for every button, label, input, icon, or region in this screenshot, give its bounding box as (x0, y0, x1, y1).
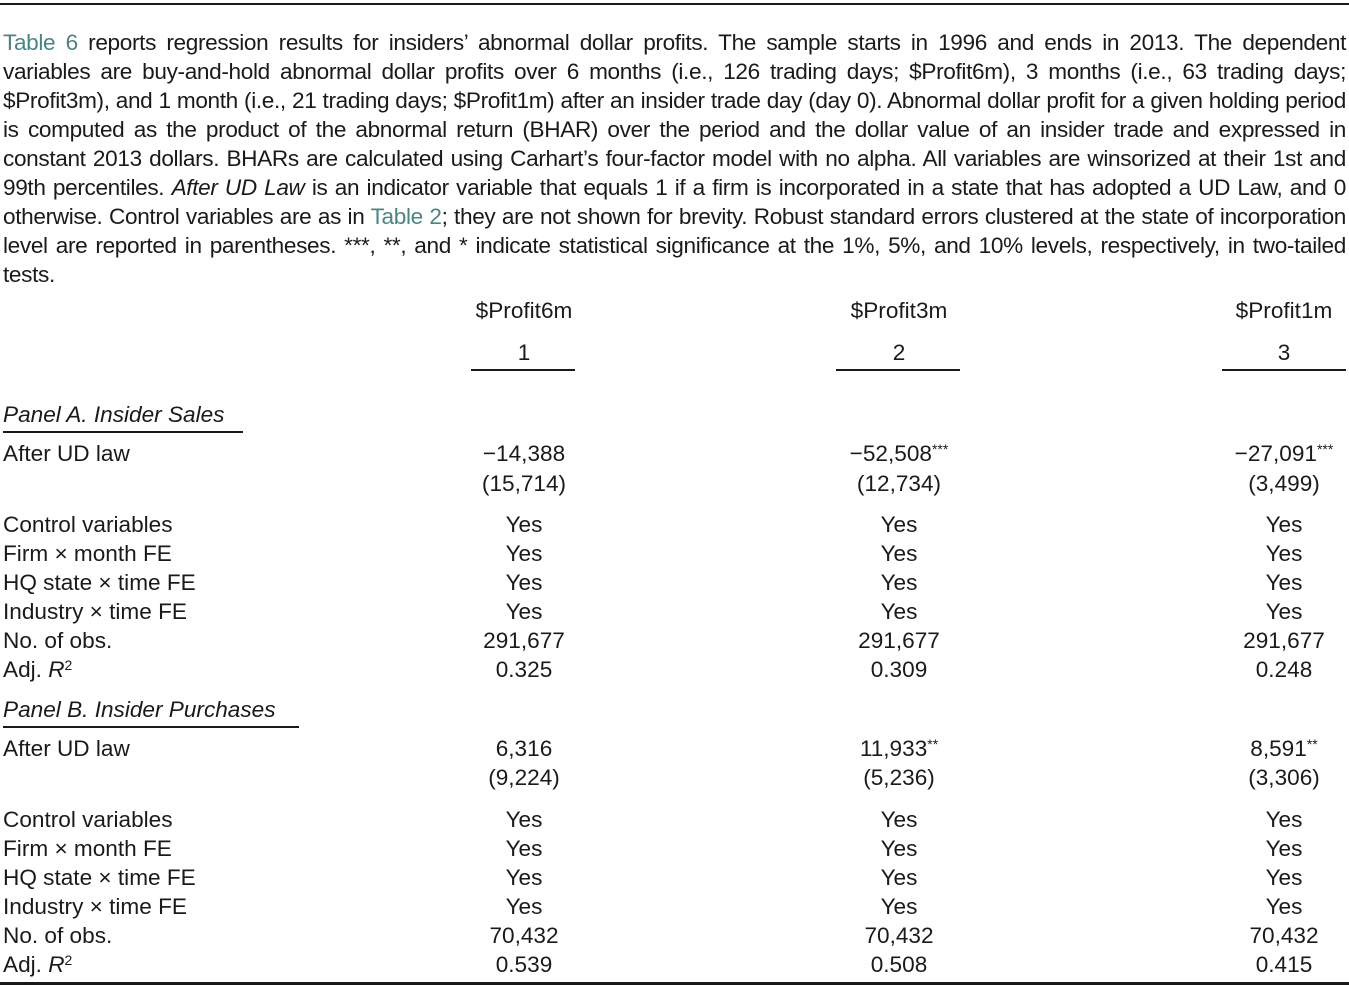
table-row (0, 836, 1349, 865)
coef-cell (422, 441, 626, 467)
row-label: After UD law (3, 736, 130, 761)
column-number-1: 1 (517, 340, 531, 365)
table-row-panel-a-se (0, 471, 1349, 500)
cell-value: 0.309 (870, 657, 928, 682)
cell-value: Yes (505, 807, 543, 832)
row-label: Firm × month FE (3, 836, 172, 861)
row-label: HQ state × time FE (3, 865, 196, 890)
column-header-profit1m: $Profit1m (1235, 298, 1333, 323)
coef-value: 11,933 (859, 736, 928, 761)
cell-value: Yes (880, 865, 918, 890)
cell-value: 291,677 (858, 628, 940, 653)
cell-value: Yes (505, 541, 543, 566)
table-row-panel-b-coef (0, 736, 1349, 765)
cell-value: Yes (505, 599, 543, 624)
table-row (0, 599, 1349, 628)
se-value: (12,734) (856, 471, 942, 496)
row-label: Adj. $R^2$ (3, 657, 73, 682)
cell-value: 291,677 (1243, 628, 1325, 653)
cell-value: Yes (1265, 865, 1303, 890)
coef-value: −52,508 (849, 441, 932, 466)
se-value: (9,224) (488, 765, 560, 790)
caption-italic-term: After UD Law (171, 175, 305, 200)
se-value: (3,499) (1248, 471, 1320, 496)
cell-value: Yes (880, 599, 918, 624)
table-row (0, 894, 1349, 923)
cell-value: Yes (1265, 836, 1303, 861)
significance-stars: ** (1306, 736, 1318, 752)
row-label: Control variables (3, 512, 173, 537)
cell-value: Yes (880, 807, 918, 832)
table-row-panel-a-coef (0, 441, 1349, 470)
cell-value: 70,432 (864, 923, 934, 948)
table-row (0, 628, 1349, 657)
cell-value: 70,432 (1249, 923, 1319, 948)
cell-value: Yes (505, 512, 543, 537)
cell-value: 0.415 (1255, 952, 1313, 977)
row-label: Adj. $R^2$ (3, 952, 73, 977)
cell-value: Yes (880, 512, 918, 537)
table-6-link[interactable]: Table 6 (3, 30, 78, 55)
row-label: Control variables (3, 807, 173, 832)
coef-value: 6,316 (495, 736, 553, 761)
coef-cell (422, 736, 626, 762)
table-caption (3, 28, 1346, 289)
se-value: (15,714) (481, 471, 567, 496)
column-rule-3 (1222, 369, 1346, 371)
cell-value: Yes (505, 865, 543, 890)
cell-value: 291,677 (483, 628, 565, 653)
panel-a-rule (3, 431, 243, 433)
row-label: No. of obs. (3, 628, 113, 653)
table-row-adj-r2 (0, 657, 1349, 686)
coef-cell (797, 736, 1001, 762)
coef-value: 8,591 (1250, 736, 1307, 761)
cell-value: Yes (880, 570, 918, 595)
row-label: No. of obs. (3, 923, 113, 948)
table-top-rule (0, 3, 1349, 5)
cell-value: Yes (505, 570, 543, 595)
table-row (0, 865, 1349, 894)
column-rule-1 (471, 369, 575, 371)
caption-text-2: is an indicator variable that equals 1 if a firm is incorporated in a state that has adopted a UD Law, and 0 otherwise. Control variables are as in (3, 175, 1346, 229)
cell-value: 0.539 (495, 952, 553, 977)
table-row (0, 807, 1349, 836)
row-label: Industry × time FE (3, 599, 187, 624)
column-rule-2 (836, 369, 960, 371)
table-2-link[interactable]: Table 2 (370, 204, 442, 229)
row-label: Industry × time FE (3, 894, 187, 919)
row-label: After UD law (3, 441, 130, 466)
caption-text-3: ; they are not shown for brevity. Robust standard errors clustered at the state of incorporation level are reported in parentheses. ***, **, and * indicate statistical significance at the 1%, 5%, and 10% levels, respectively, in two-tailed tests. (3, 204, 1346, 287)
table-row-panel-b-se (0, 765, 1349, 794)
coef-value: −27,091 (1234, 441, 1317, 466)
cell-value: 70,432 (489, 923, 559, 948)
cell-value: Yes (1265, 541, 1303, 566)
cell-value: Yes (1265, 512, 1303, 537)
column-header-profit6m: $Profit6m (475, 298, 573, 323)
column-header-profit3m: $Profit3m (850, 298, 948, 323)
cell-value: Yes (1265, 807, 1303, 832)
table-row-adj-r2 (0, 952, 1349, 981)
cell-value: Yes (1265, 599, 1303, 624)
column-number-3: 3 (1277, 340, 1291, 365)
cell-value: Yes (1265, 570, 1303, 595)
table-bottom-rule (0, 982, 1349, 985)
cell-value: Yes (880, 836, 918, 861)
cell-value: 0.325 (495, 657, 553, 682)
row-label: Firm × month FE (3, 541, 172, 566)
se-value: (5,236) (863, 765, 935, 790)
coef-value: −14,388 (482, 441, 566, 466)
cell-value: Yes (880, 541, 918, 566)
significance-stars: ** (927, 736, 939, 752)
table-row (0, 570, 1349, 599)
cell-value: 0.508 (870, 952, 928, 977)
table-row (0, 512, 1349, 541)
cell-value: Yes (505, 894, 543, 919)
coef-cell (797, 441, 1001, 467)
caption-text-1: reports regression results for insiders’ abnormal dollar profits. The sample starts in 1996 and ends in 2013. The dependent variables are buy-and-hold abnormal dollar profits over 6 months (i.e., 126 trading days; $Profit6m), 3 months (i.e., 63 trading days; $Profit3m), and 1 month (i.e., 21 trading days; $Profit1m) after an insider trade day (day 0). Abnormal dollar profit for a given holding period is computed as the product of the abnormal return (BHAR) over the period and the dollar value of an insider trade and expressed in constant 2013 dollars. BHARs are calculated using Carhart’s four-factor model with no alpha. All variables are winsorized at their 1st and 99th percentiles. (3, 30, 1346, 200)
coef-cell (1182, 736, 1349, 762)
row-label: HQ state × time FE (3, 570, 196, 595)
cell-value: 0.248 (1255, 657, 1313, 682)
cell-value: Yes (880, 894, 918, 919)
significance-stars: *** (931, 441, 949, 457)
table-row (0, 923, 1349, 952)
significance-stars: *** (1316, 441, 1334, 457)
se-value: (3,306) (1248, 765, 1320, 790)
table-row (0, 541, 1349, 570)
panel-b-title: Panel B. Insider Purchases (3, 697, 276, 722)
cell-value: Yes (505, 836, 543, 861)
panel-b-rule (3, 726, 299, 728)
cell-value: Yes (1265, 894, 1303, 919)
column-number-2: 2 (892, 340, 906, 365)
panel-a-title: Panel A. Insider Sales (3, 402, 225, 427)
coef-cell (1182, 441, 1349, 467)
